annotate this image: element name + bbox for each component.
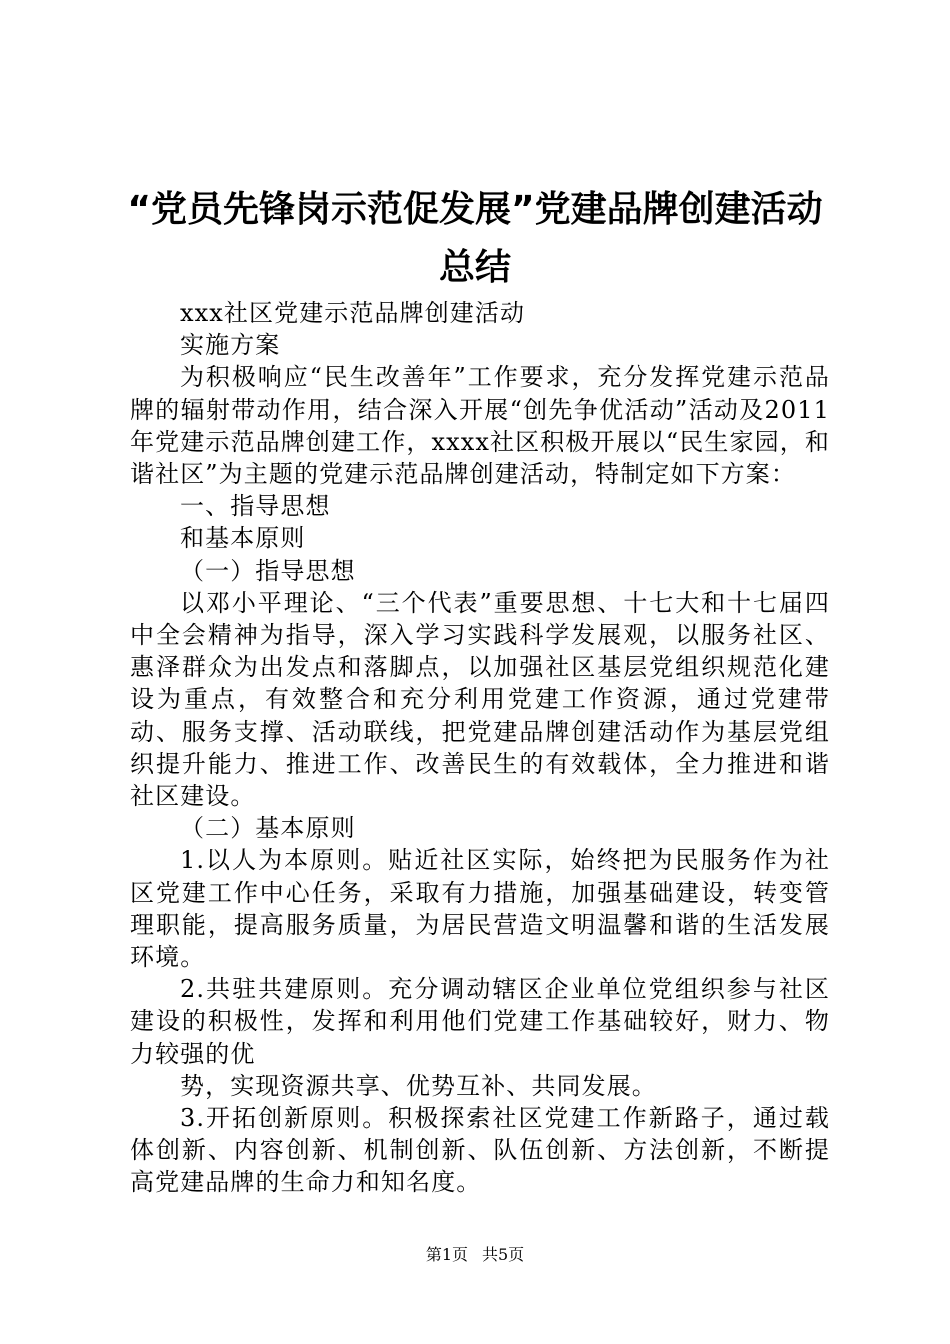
document-title-line-1: “党员先锋岗示范促发展”党建品牌创建活动 xyxy=(127,189,823,230)
paragraph-principle-2: 2.共驻共建原则。充分调动辖区企业单位党组织参与社区建设的积极性，发挥和利用他们党建工作基础较好，财力、物力较强的优 xyxy=(130,975,830,1068)
page-footer xyxy=(0,1245,950,1265)
page-total: 共5页 xyxy=(482,1245,525,1264)
heading-guiding-thought: 一、指导思想 xyxy=(180,492,331,521)
paragraph-plan-label: 实施方案 xyxy=(180,331,281,360)
subheading-guiding-thought: （一）指导思想 xyxy=(180,556,356,585)
paragraph-intro: 为积极响应“民生改善年”工作要求，充分发挥党建示范品牌的辐射带动作用，结合深入开展“创先争优活动”活动及2011年党建示范品牌创建工作，xxxx社区积极开展以“民生家园，和谐社区”为主题的党建示范品牌创建活动，特制定如下方案： xyxy=(130,363,830,489)
paragraph-principle-3: 3.开拓创新原则。积极探索社区党建工作新路子，通过载体创新、内容创新、机制创新、队伍创新、方法创新，不断提高党建品牌的生命力和知名度。 xyxy=(130,1104,830,1197)
document-body xyxy=(130,297,830,1199)
document-title-line-2: 总结 xyxy=(438,247,511,288)
paragraph-principle-2-continued: 势，实现资源共享、优势互补、共同发展。 xyxy=(180,1071,657,1100)
paragraph-community-activity: xxx社区党建示范品牌创建活动 xyxy=(180,299,526,327)
paragraph-principle-1: 1.以人为本原则。贴近社区实际，始终把为民服务作为社区党建工作中心任务，采取有力措施，加强基础建设，转变管理职能，提高服务质量，为居民营造文明温馨和谐的生活发展环境。 xyxy=(130,846,830,972)
subheading-basic-principles: （二）基本原则 xyxy=(180,814,356,843)
paragraph-guiding-thought: 以邓小平理论、“三个代表”重要思想、十七大和十七届四中全会精神为指导，深入学习实践科学发展观，以服务社区、惠泽群众为出发点和落脚点，以加强社区基层党组织规范化建设为重点，有效整合和充分利用党建工作资源，通过党建带动、服务支撑、活动联线，把党建品牌创建活动作为基层党组织提升能力、推进工作、改善民生的有效载体，全力推进和谐社区建设。 xyxy=(130,588,830,811)
page-number: 第1页 xyxy=(425,1245,468,1264)
heading-basic-principles: 和基本原则 xyxy=(180,524,306,553)
